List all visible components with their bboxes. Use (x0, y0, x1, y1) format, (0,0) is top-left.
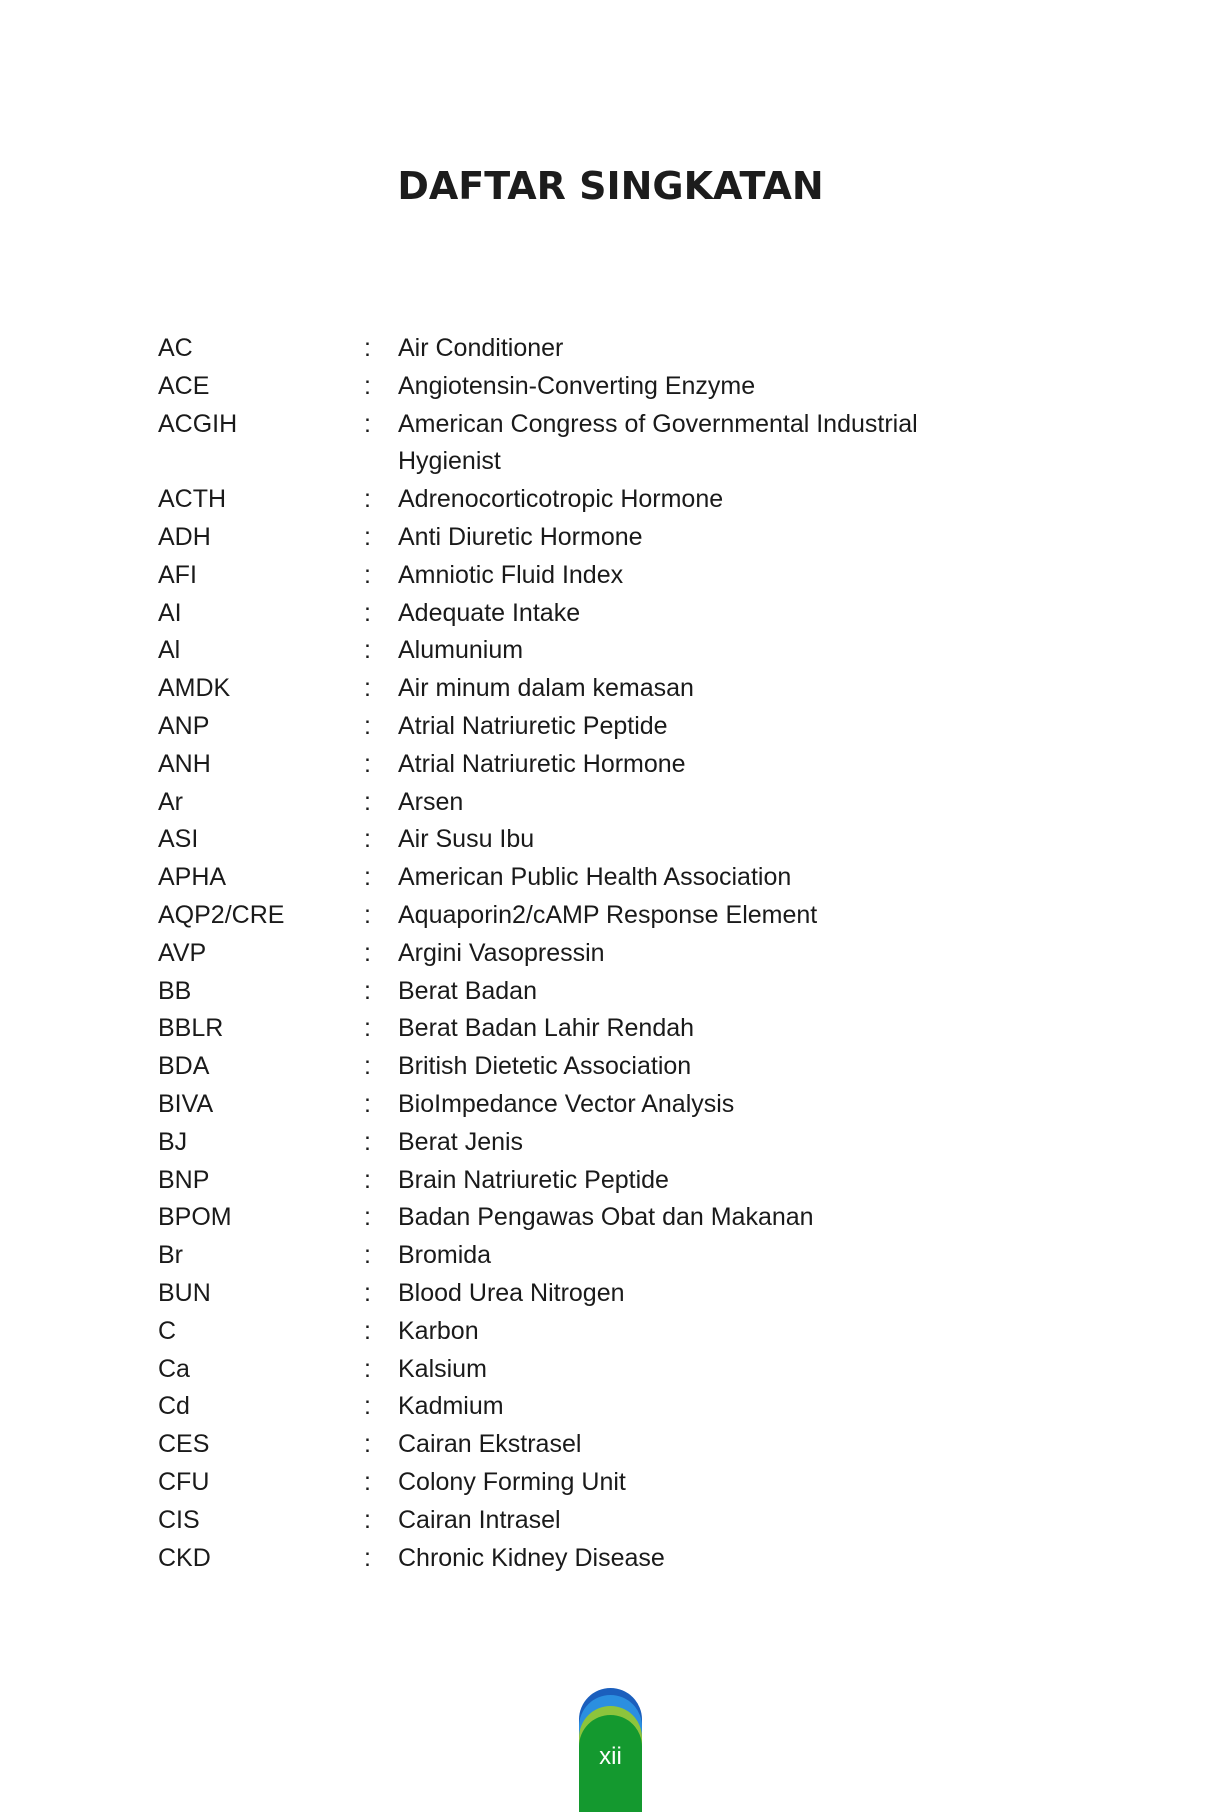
separator: : (364, 1467, 371, 1496)
separator: : (364, 1203, 371, 1232)
definition: Angiotensin-Converting Enzyme (398, 371, 756, 400)
definition: American Congress of Governmental Industrial Hygienist (398, 409, 918, 476)
definition: Karbon (398, 1316, 479, 1345)
abbreviation: CIS (158, 1505, 200, 1534)
list-item (158, 1048, 1058, 1086)
separator: : (364, 1430, 371, 1459)
list-item (158, 330, 1058, 368)
list-item (158, 406, 1058, 482)
separator: : (364, 1316, 371, 1345)
separator: : (364, 825, 371, 854)
separator: : (364, 334, 371, 362)
definition: Colony Forming Unit (398, 1467, 626, 1496)
definition: Atrial Natriuretic Hormone (398, 749, 686, 778)
list-item (158, 1124, 1058, 1162)
list-item (158, 1275, 1058, 1313)
abbreviation: C (158, 1316, 177, 1345)
abbreviation: Al (158, 636, 181, 665)
list-item (158, 1199, 1058, 1237)
definition: Badan Pengawas Obat dan Makanan (398, 1203, 814, 1232)
definition: Adrenocorticotropic Hormone (398, 485, 724, 514)
abbreviation: ACE (158, 371, 210, 400)
definition: Berat Badan Lahir Rendah (398, 1014, 695, 1043)
definition: Chronic Kidney Disease (398, 1543, 665, 1572)
abbreviation: BPOM (158, 1203, 232, 1232)
abbreviation: AMDK (158, 674, 231, 703)
list-item (158, 595, 1058, 633)
separator: : (364, 409, 371, 438)
separator: : (364, 1127, 371, 1156)
list-item (158, 935, 1058, 973)
list-item (158, 481, 1058, 519)
definition: Blood Urea Nitrogen (398, 1278, 625, 1307)
list-item (158, 519, 1058, 557)
list-item (158, 632, 1058, 670)
separator: : (364, 560, 371, 589)
definition: British Dietetic Association (398, 1052, 692, 1081)
list-item (158, 368, 1058, 406)
abbreviation: ANH (158, 749, 211, 778)
abbreviation: AC (158, 334, 193, 362)
abbreviation: BDA (158, 1052, 210, 1081)
list-item (158, 1540, 1058, 1578)
definition: Arsen (398, 787, 464, 816)
list-item (158, 1313, 1058, 1351)
list-item (158, 557, 1058, 595)
abbreviation: BJ (158, 1127, 188, 1156)
separator: : (364, 522, 371, 551)
list-item (158, 784, 1058, 822)
separator: : (364, 1392, 371, 1421)
abbreviation: Ca (158, 1354, 190, 1383)
definition: Atrial Natriuretic Peptide (398, 711, 668, 740)
list-item (158, 973, 1058, 1011)
list-item (158, 670, 1058, 708)
abbreviation: BNP (158, 1165, 210, 1194)
definition: Air minum dalam kemasan (398, 674, 694, 703)
separator: : (364, 1354, 371, 1383)
abbreviation: APHA (158, 863, 227, 892)
definition: Amniotic Fluid Index (398, 560, 624, 589)
definition: Brain Natriuretic Peptide (398, 1165, 669, 1194)
definition: Aquaporin2/cAMP Response Element (398, 900, 818, 929)
definition: BioImpedance Vector Analysis (398, 1089, 735, 1118)
abbreviation: BBLR (158, 1014, 224, 1043)
abbreviation: CES (158, 1430, 210, 1459)
abbreviation: Br (158, 1241, 183, 1270)
separator: : (364, 485, 371, 514)
definition: Kadmium (398, 1392, 504, 1421)
abbreviation: CKD (158, 1543, 211, 1572)
abbreviation: ADH (158, 522, 211, 551)
definition: Cairan Intrasel (398, 1505, 561, 1534)
abbreviation: Cd (158, 1392, 190, 1421)
abbreviation: BB (158, 976, 192, 1005)
separator: : (364, 900, 371, 929)
separator: : (364, 938, 371, 967)
abbreviation: ACGIH (158, 409, 238, 438)
separator: : (364, 976, 371, 1005)
list-item (158, 1464, 1058, 1502)
separator: : (364, 787, 371, 816)
separator: : (364, 674, 371, 703)
separator: : (364, 1089, 371, 1118)
abbreviation: AVP (158, 938, 207, 967)
separator: : (364, 1241, 371, 1270)
abbreviation: AFI (158, 560, 197, 589)
separator: : (364, 1165, 371, 1194)
abbreviation: ANP (158, 711, 210, 740)
separator: : (364, 711, 371, 740)
abbreviation: BUN (158, 1278, 211, 1307)
separator: : (364, 371, 371, 400)
definition: Anti Diuretic Hormone (398, 522, 643, 551)
definition: Adequate Intake (398, 598, 581, 627)
definition: Berat Badan (398, 976, 537, 1005)
definition: Air Susu Ibu (398, 825, 535, 854)
list-item (158, 746, 1058, 784)
abbreviation: CFU (158, 1467, 210, 1496)
definition: Kalsium (398, 1354, 487, 1383)
abbreviation-list (158, 330, 1058, 1577)
separator: : (364, 598, 371, 627)
list-item (158, 1426, 1058, 1464)
separator: : (364, 749, 371, 778)
separator: : (364, 1543, 371, 1572)
page-number-tab (579, 1688, 642, 1812)
list-item (158, 821, 1058, 859)
abbreviation: ASI (158, 825, 199, 854)
list-item (158, 1086, 1058, 1124)
list-item (158, 859, 1058, 897)
definition: Alumunium (398, 636, 524, 665)
abbreviation: AI (158, 598, 182, 627)
abbreviation: ACTH (158, 485, 227, 514)
list-item (158, 1388, 1058, 1426)
abbreviation: Ar (158, 787, 183, 816)
definition: Cairan Ekstrasel (398, 1430, 582, 1459)
abbreviation: AQP2/CRE (158, 900, 285, 929)
list-item (158, 1010, 1058, 1048)
page-number: xii (599, 1743, 622, 1770)
definition: Air Conditioner (398, 334, 564, 362)
list-item (158, 708, 1058, 746)
abbreviation: BIVA (158, 1089, 214, 1118)
list-item (158, 1351, 1058, 1389)
definition: Bromida (398, 1241, 492, 1270)
page-title: DAFTAR SINGKATAN (397, 164, 824, 208)
separator: : (364, 1278, 371, 1307)
list-item (158, 1162, 1058, 1200)
list-item (158, 897, 1058, 935)
separator: : (364, 863, 371, 892)
separator: : (364, 1052, 371, 1081)
list-item (158, 1237, 1058, 1275)
definition: Berat Jenis (398, 1127, 524, 1156)
separator: : (364, 1505, 371, 1534)
list-item (158, 1502, 1058, 1540)
separator: : (364, 636, 371, 665)
definition: Argini Vasopressin (398, 938, 605, 967)
separator: : (364, 1014, 371, 1043)
definition: American Public Health Association (398, 863, 792, 892)
